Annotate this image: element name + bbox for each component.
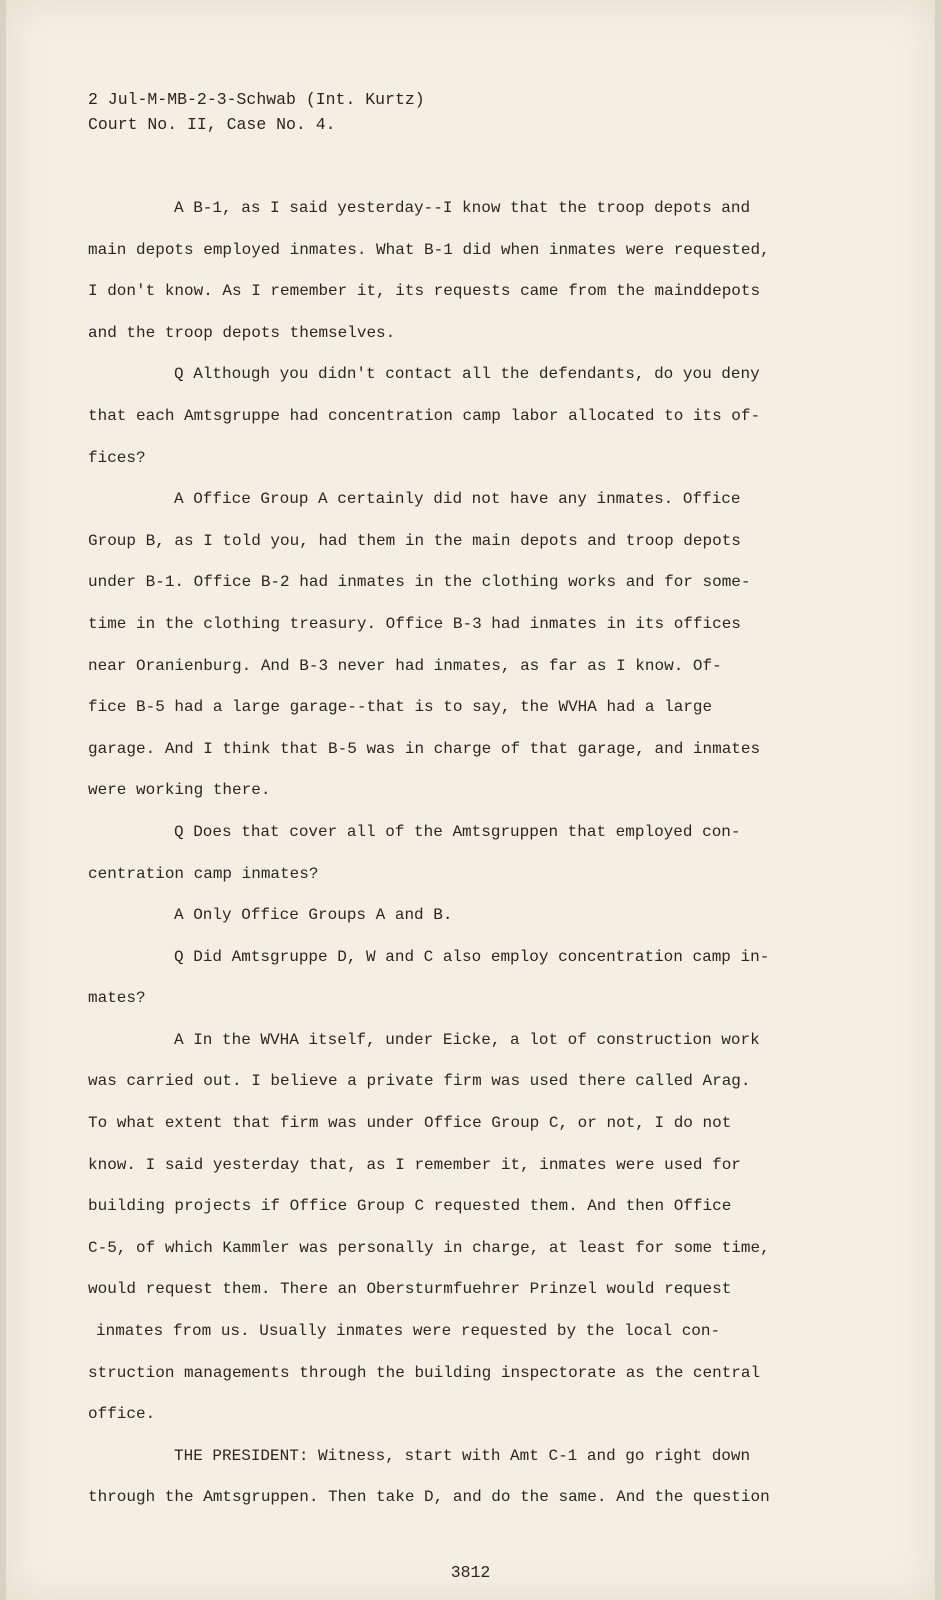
text-line: inmates from us. Usually inmates were requested by the local con-	[96, 1322, 721, 1341]
text-line: was carried out. I believe a private firm was used there called Arag.	[88, 1072, 751, 1091]
transcript-body	[88, 188, 858, 1519]
page-number: 3812	[450, 1563, 491, 1582]
text-line: C-5, of which Kammler was personally in charge, at least for some time,	[88, 1238, 770, 1257]
text-line: Q Does that cover all of the Amtsgruppen that employed con-	[174, 822, 741, 841]
text-line: Q Although you didn't contact all the defendants, do you deny	[174, 365, 760, 384]
text-line: I don't know. As I remember it, its requests came from the mainddepots	[88, 282, 761, 301]
text-line: A Office Group A certainly did not have any inmates. Office	[174, 490, 741, 509]
text-line: under B-1. Office B-2 had inmates in the clothing works and for some-	[88, 573, 751, 592]
header-line-1: 2 Jul-M-MB-2-3-Schwab (Int. Kurtz)	[88, 90, 425, 109]
text-line: were working there.	[88, 781, 271, 800]
text-line: centration camp inmates?	[88, 864, 319, 883]
text-line: main depots employed inmates. What B-1 did when inmates were requested,	[88, 240, 770, 259]
document-header	[88, 87, 425, 137]
text-line: office.	[88, 1405, 156, 1424]
text-line: Group B, as I told you, had them in the main depots and troop depots	[88, 531, 741, 550]
text-line: To what extent that firm was under Office Group C, or not, I do not	[88, 1114, 732, 1133]
text-line: struction managements through the building inspectorate as the central	[88, 1363, 761, 1382]
text-line: time in the clothing treasury. Office B-3 had inmates in its offices	[88, 614, 741, 633]
text-line: Q Did Amtsgruppe D, W and C also employ concentration camp in-	[174, 947, 770, 966]
document-page	[6, 0, 935, 1600]
text-line: A B-1, as I said yesterday--I know that the troop depots and	[174, 199, 751, 217]
text-line: know. I said yesterday that, as I remember it, inmates were used for	[88, 1155, 741, 1174]
text-line: building projects if Office Group C requested them. And then Office	[88, 1197, 732, 1216]
text-line: through the Amtsgruppen. Then take D, and do the same. And the question	[88, 1488, 770, 1507]
text-line: A In the WVHA itself, under Eicke, a lot of construction work	[174, 1030, 760, 1049]
text-line: garage. And I think that B-5 was in charge of that garage, and inmates	[88, 739, 761, 758]
header-line-2: Court No. II, Case No. 4.	[88, 115, 336, 134]
text-line: A Only Office Groups A and B.	[174, 906, 453, 925]
text-line: fice B-5 had a large garage--that is to say, the WVHA had a large	[88, 698, 713, 717]
text-line: and the troop depots themselves.	[88, 323, 396, 342]
text-line: mates?	[88, 989, 146, 1008]
text-line: would request them. There an Obersturmfuehrer Prinzel would request	[88, 1280, 732, 1299]
text-line: THE PRESIDENT: Witness, start with Amt C-1 and go right down	[174, 1446, 751, 1465]
text-line: fices?	[88, 448, 146, 467]
text-line: that each Amtsgruppe had concentration camp labor allocated to its of-	[88, 406, 761, 425]
text-line: near Oranienburg. And B-3 never had inmates, as far as I know. Of-	[88, 656, 722, 675]
